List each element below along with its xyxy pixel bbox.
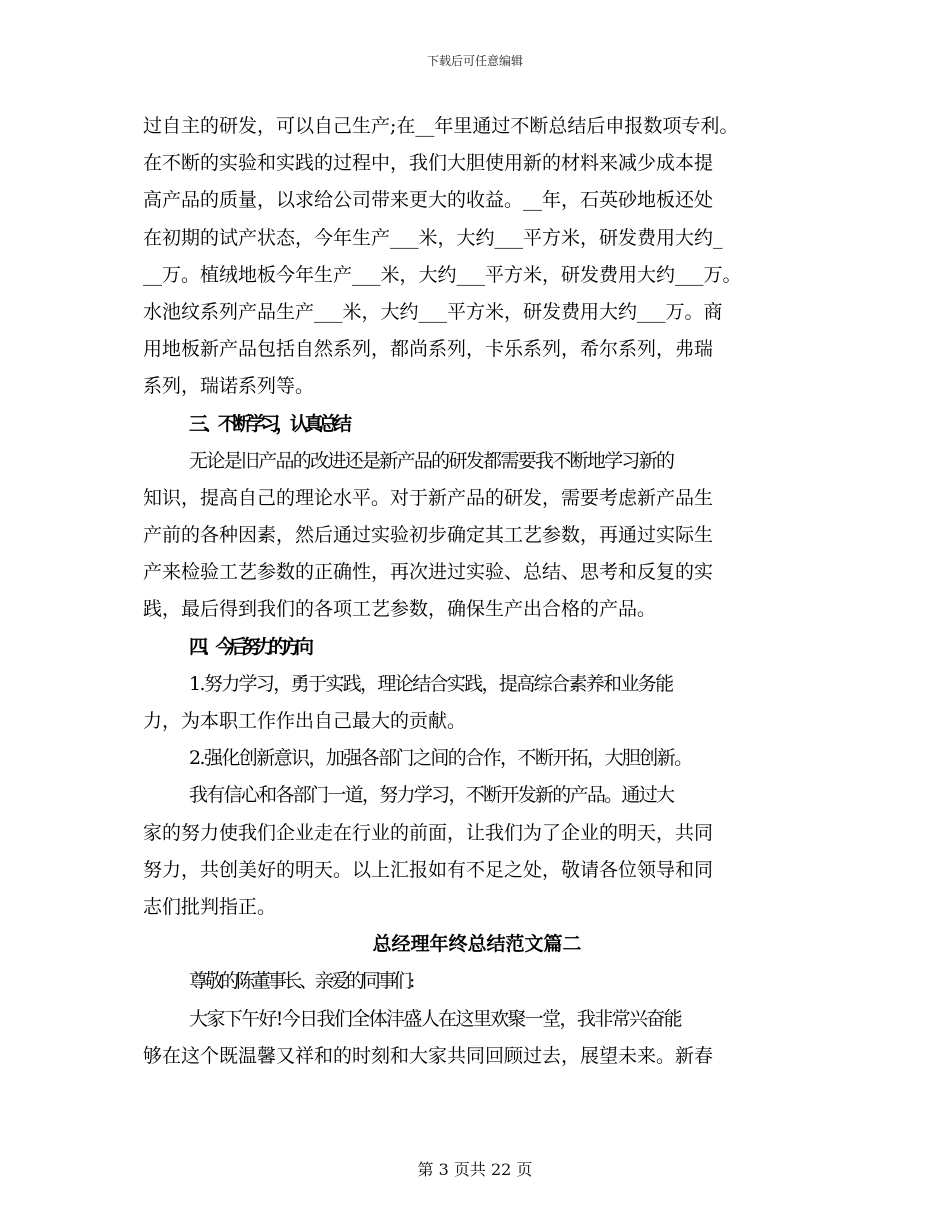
text-line: 我有信心和各部门一道，努力学习，不断开发新的产品。通过大 [189, 784, 674, 807]
text-line: 2.强化创新意识，加强各部门之间的合作，不断开拓，大胆创新。 [189, 747, 692, 770]
text-line: 用地板新产品包括自然系列，都尚系列，卡乐系列，希尔系列，弗瑞 [143, 338, 714, 361]
text-line: 践，最后得到我们的各项工艺参数，确保生产出合格的产品。 [143, 598, 657, 621]
page-header: 下载后可任意编辑 [426, 54, 523, 68]
text-line: 过自主的研发，可以自己生产;在__年里通过不断总结后申报数项专利。 [143, 115, 739, 137]
text-line: 大家下午好!今日我们全体沣盛人在这里欢聚一堂，我非常兴奋能 [189, 1007, 681, 1030]
text-line: 系列，瑞诺系列等。 [143, 375, 315, 398]
document-body [143, 108, 811, 1075]
text-line: 在初期的试产状态，今年生产___米，大约___平方米，研发费用大约_ [143, 226, 723, 249]
text-line: 产来检验工艺参数的正确性，再次进过实验、总结、思考和反复的实 [143, 561, 714, 584]
text-line: 水池纹系列产品生产___米，大约___平方米，研发费用大约___万。商 [143, 300, 723, 323]
text-line: 知识，提高自己的理论水平。对于新产品的研发，需要考虑新产品生 [143, 486, 714, 509]
text-line: 尊敬的陈董事长、亲爱的同事们: [189, 970, 413, 993]
text-line: __万。植绒地板今年生产___米，大约___平方米，研发费用大约___万。 [143, 263, 742, 286]
text-line: 努力，共创美好的明天。以上汇报如有不足之处，敬请各位领导和同 [143, 858, 714, 881]
page-footer: 第 3 页共 22 页 [417, 1160, 533, 1179]
text-line: 在不断的实验和实践的过程中，我们大胆使用新的材料来减少成本提 [143, 152, 714, 175]
text-line: 无论是旧产品的改进还是新产品的研发都需要我不断地学习新的 [189, 449, 674, 472]
text-line: 志们批判指正。 [143, 895, 277, 918]
text-line: 够在这个既温馨又祥和的时刻和大家共同回顾过去，展望未来。新春 [143, 1044, 714, 1067]
article-title: 总经理年终总结范文篇二 [372, 933, 582, 956]
text-line: 力，为本职工作作出自己最大的贡献。 [143, 710, 467, 732]
section-heading: 四、今后努力的方向 [189, 635, 309, 658]
text-line: 产前的各种因素，然后通过实验初步确定其工艺参数，再通过实际生 [143, 524, 714, 547]
section-heading: 三、不断学习，认真总结 [189, 412, 348, 435]
text-line: 高产品的质量，以求给公司带来更大的收益。__年，石英砂地板还处 [143, 189, 714, 212]
text-line: 家的努力使我们企业走在行业的前面，让我们为了企业的明天，共同 [143, 821, 714, 844]
text-line: 1.努力学习，勇于实践，理论结合实践，提高综合素养和业务能 [189, 672, 673, 695]
